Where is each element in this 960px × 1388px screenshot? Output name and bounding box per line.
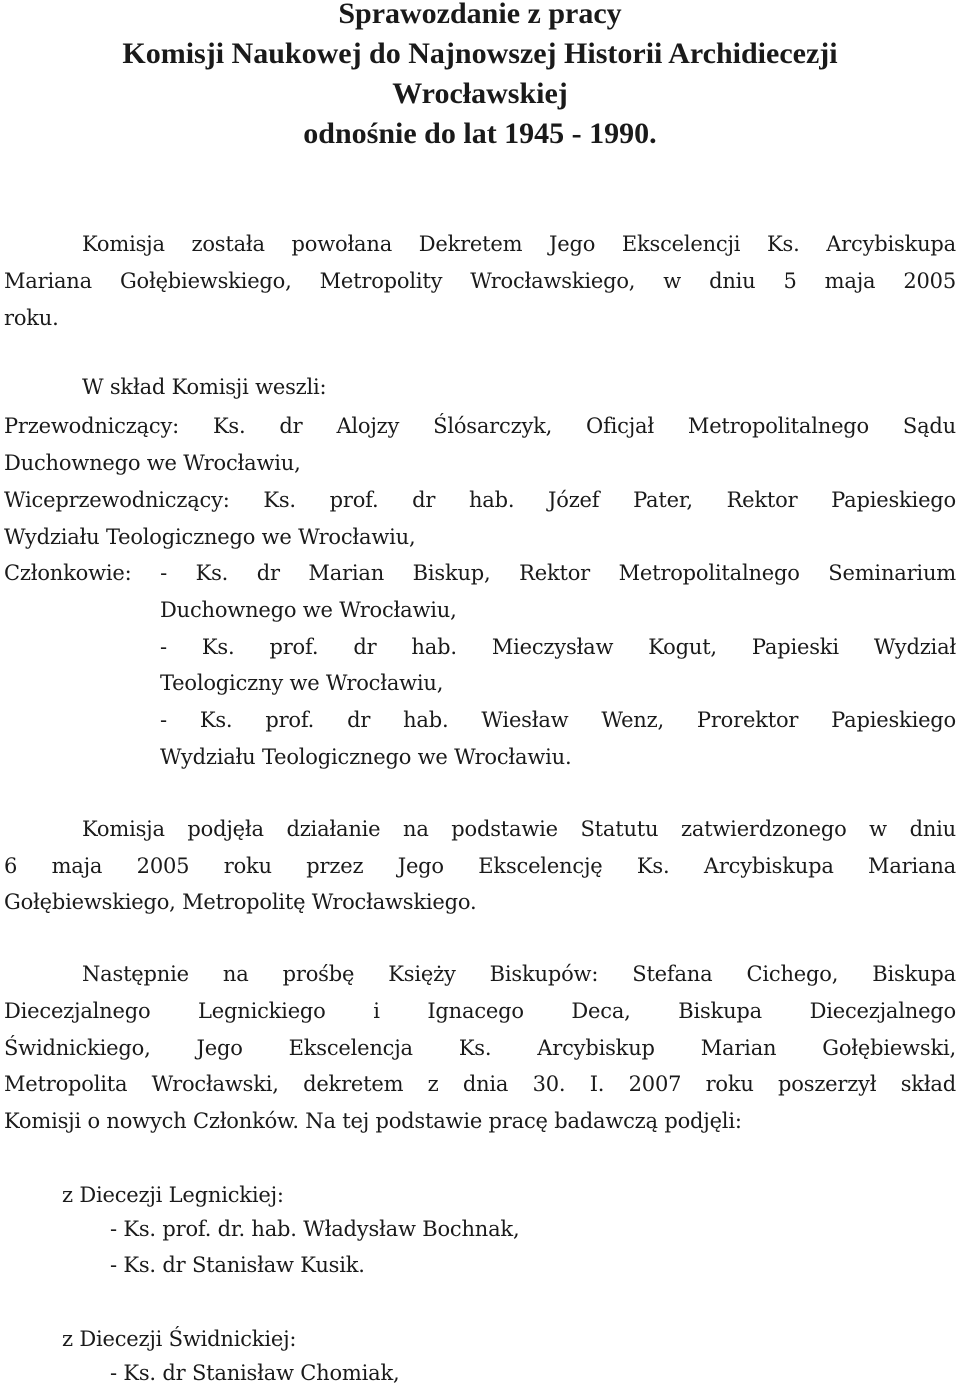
expansion-line-3: Świdnickiego, Jego Ekscelencja Ks. Arcybiskup Marian Gołębiewski, [4, 1036, 956, 1060]
members-line-1: Członkowie: - Ks. dr Marian Biskup, Rektor Metropolitalnego Seminarium [4, 561, 956, 585]
document-title [0, 0, 960, 154]
chair-line-1: Przewodniczący: Ks. dr Alojzy Ślósarczyk, Oficjał Metropolitalnego Sądu [4, 414, 956, 438]
vice-line-2: Wydziału Teologicznego we Wrocławiu, [4, 525, 416, 549]
members-line-5: - Ks. prof. dr hab. Wiesław Wenz, Prorektor Papieskiego [160, 708, 956, 732]
title-line-2: Komisji Naukowej do Najnowszej Historii Archidiecezji [122, 37, 838, 70]
expansion-line-4: Metropolita Wrocławski, dekretem z dnia 30. I. 2007 roku poszerzył skład [4, 1072, 956, 1096]
title-line-1: Sprawozdanie z pracy [338, 0, 622, 30]
expansion-line-2: Diecezjalnego Legnickiego i Ignacego Deca, Biskupa Diecezjalnego [4, 999, 956, 1023]
legnica-item-1: - Ks. prof. dr. hab. Władysław Bochnak, [110, 1217, 520, 1241]
vice-line-1: Wiceprzewodniczący: Ks. prof. dr hab. Józef Pater, Rektor Papieskiego [4, 488, 956, 512]
statute-line-1: Komisja podjęła działanie na podstawie Statutu zatwierdzonego w dniu [82, 817, 956, 841]
title-line-3: Wrocławskiej [392, 77, 568, 110]
title-line-4: odnośnie do lat 1945 - 1990. [303, 117, 657, 150]
members-line-4: Teologiczny we Wrocławiu, [160, 671, 444, 695]
statute-line-2: 6 maja 2005 roku przez Jego Ekscelencję Ks. Arcybiskupa Mariana [4, 854, 956, 878]
expansion-line-5: Komisji o nowych Członków. Na tej podstawie pracę badawczą podjęli: [4, 1109, 742, 1133]
members-line-2: Duchownego we Wrocławiu, [160, 598, 457, 622]
legnica-item-2: - Ks. dr Stanisław Kusik. [110, 1253, 365, 1277]
legnica-heading: z Diecezji Legnickiej: [62, 1183, 284, 1207]
chair-line-2: Duchownego we Wrocławiu, [4, 451, 301, 475]
swidnica-item-1: - Ks. dr Stanisław Chomiak, [110, 1361, 400, 1385]
intro-line-1: Komisja została powołana Dekretem Jego Ekscelencji Ks. Arcybiskupa [82, 232, 956, 256]
intro-line-2: Mariana Gołębiewskiego, Metropolity Wrocławskiego, w dniu 5 maja 2005 [4, 269, 956, 293]
swidnica-heading: z Diecezji Świdnickiej: [62, 1327, 297, 1351]
members-line-3: - Ks. prof. dr hab. Mieczysław Kogut, Papieski Wydział [160, 635, 956, 659]
intro-line-3: roku. [4, 306, 59, 330]
members-line-6: Wydziału Teologicznego we Wrocławiu. [160, 745, 572, 769]
expansion-line-1: Następnie na prośbę Księży Biskupów: Stefana Cichego, Biskupa [82, 962, 956, 986]
composition-heading: W skład Komisji weszli: [82, 375, 327, 399]
statute-line-3: Gołębiewskiego, Metropolitę Wrocławskiego. [4, 890, 477, 914]
